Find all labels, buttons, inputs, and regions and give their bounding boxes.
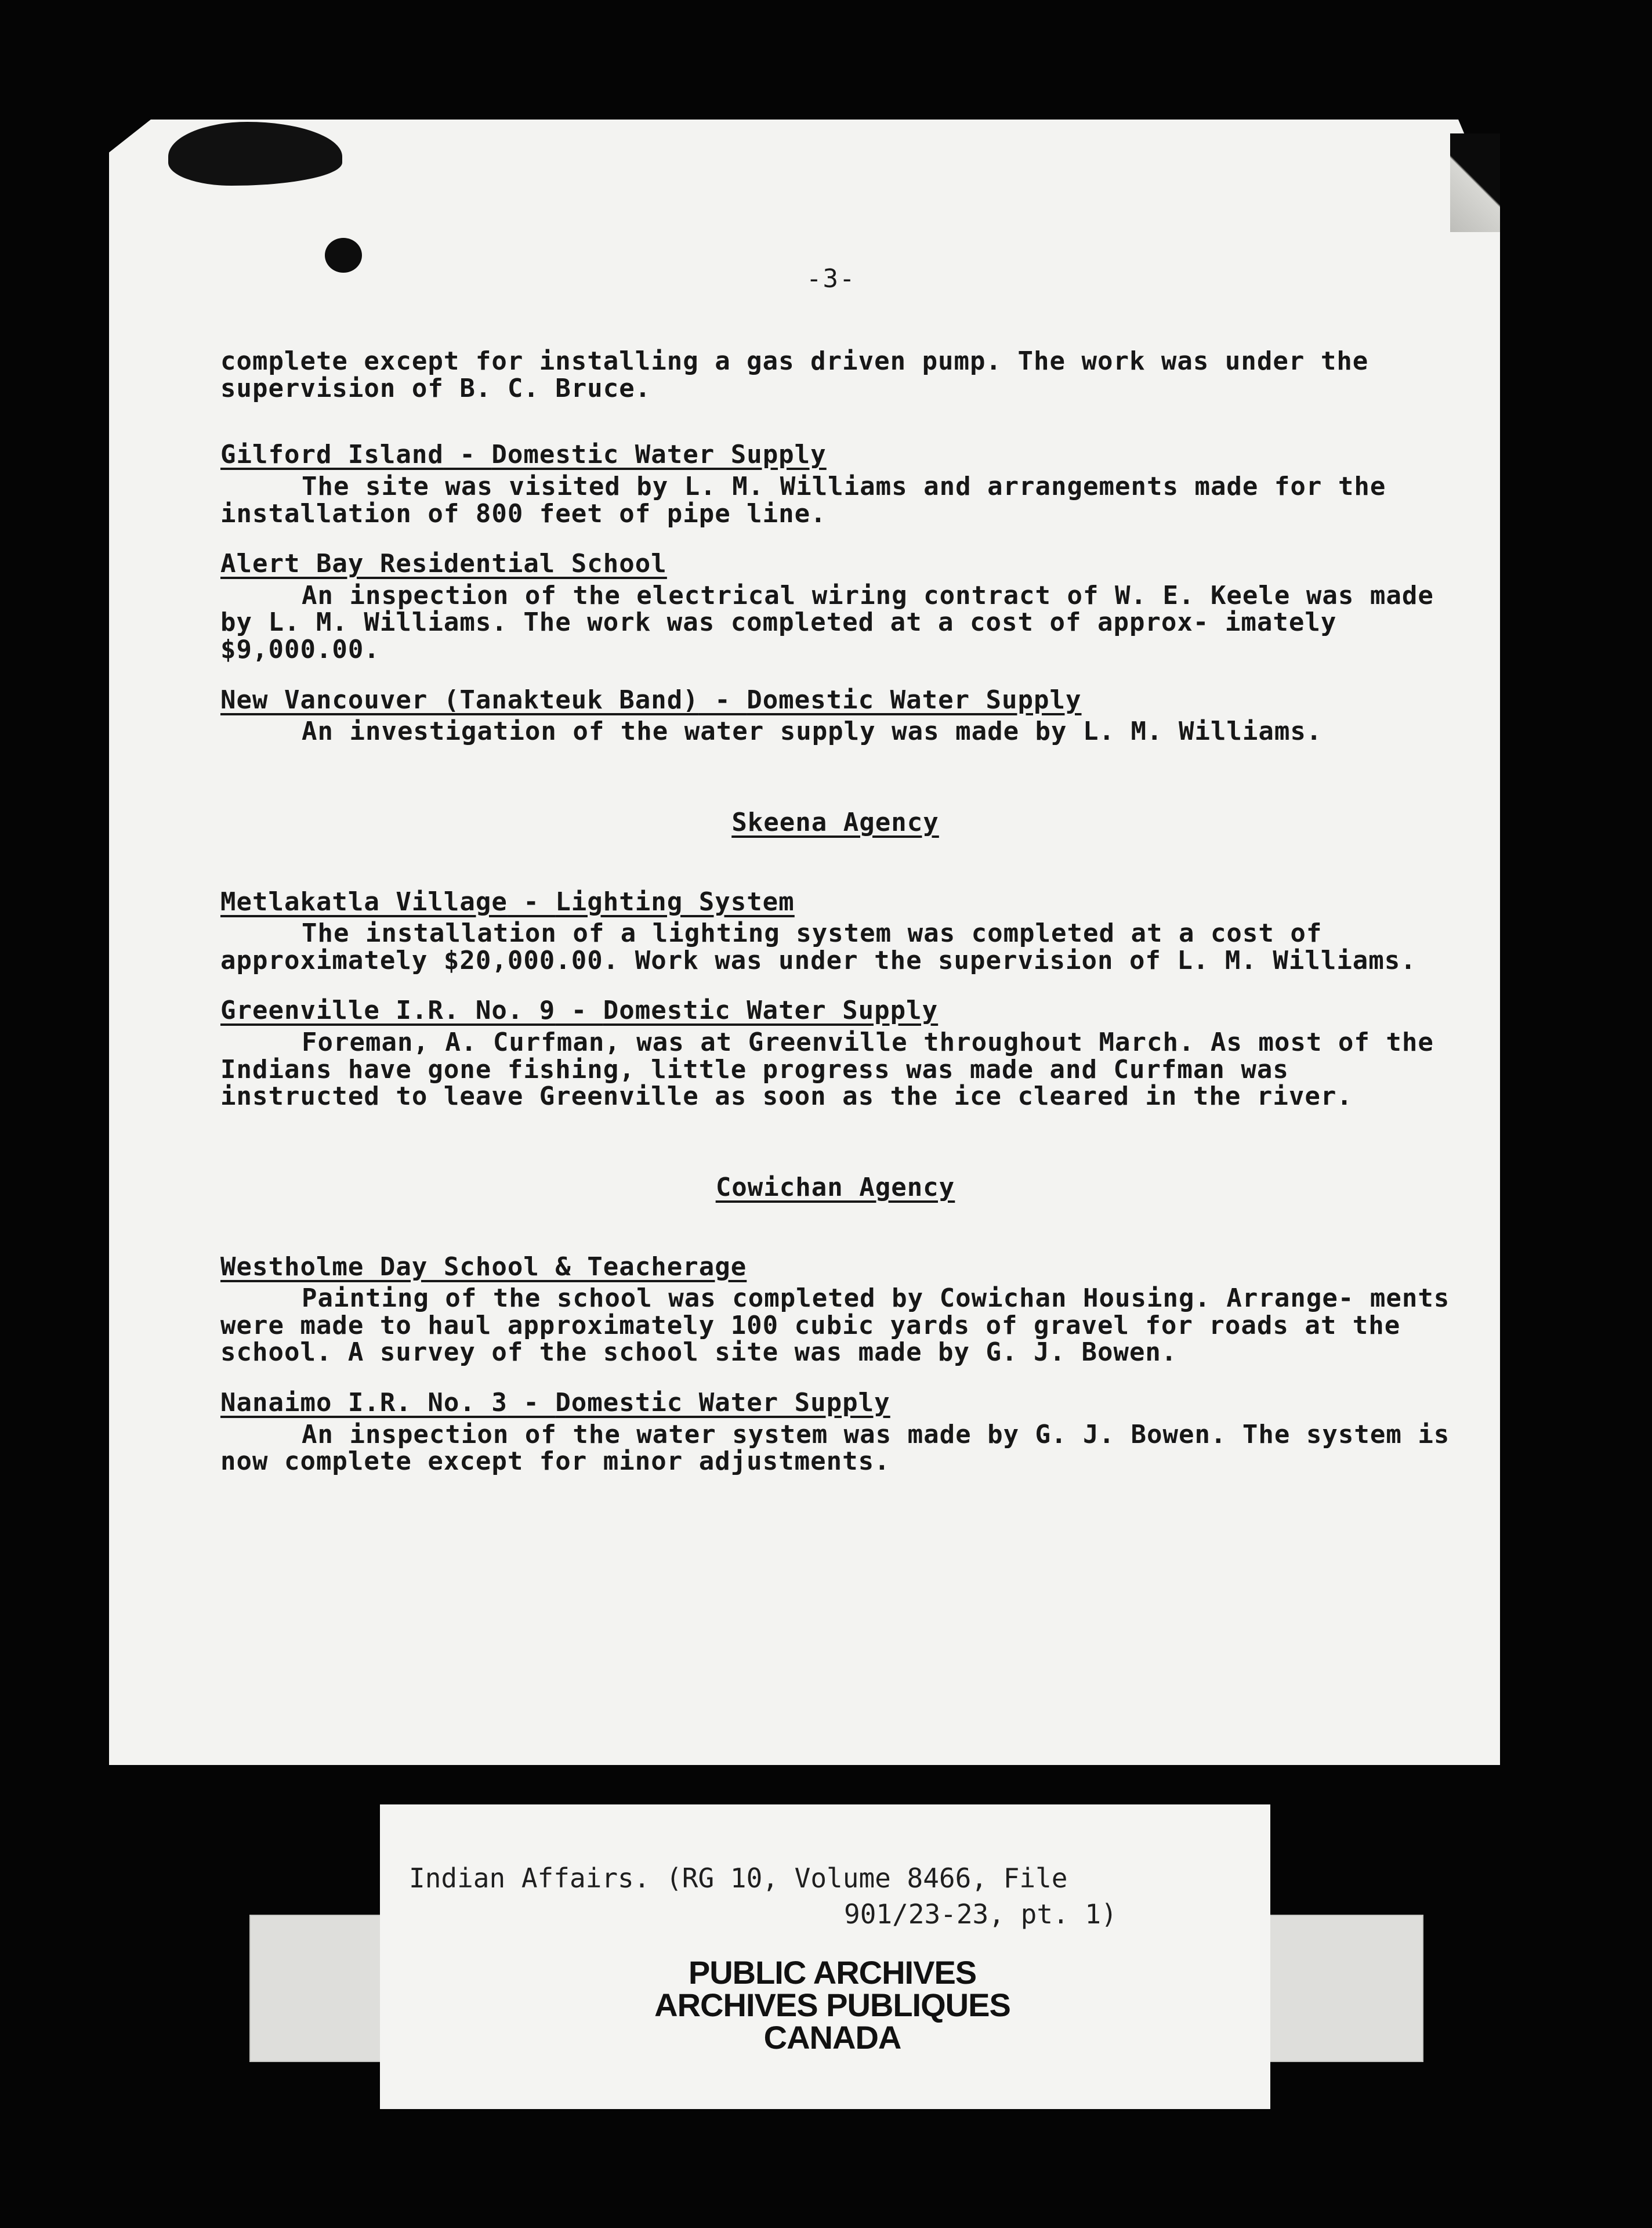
stamp-line-1: PUBLIC ARCHIVES <box>688 1954 977 1991</box>
agency-title: Cowichan Agency <box>715 1172 955 1202</box>
section-heading-alert-bay <box>220 551 1450 578</box>
section-place: Westholme Day School & Teacherage <box>220 1252 747 1282</box>
section-text-westholme: Painting of the school was completed by Cowichan Housing. Arrange- ments were made to haul approximately 100 cubic yards of gravel for roads at the school. A survey of the school site was made by G. J. Bowen. <box>220 1283 1450 1368</box>
section-place: Gilford Island <box>220 440 444 470</box>
section-text-nanaimo: An inspection of the water system was made by G. J. Bowen. The system is now complete except for minor adjustments. <box>220 1419 1450 1477</box>
section-text-alert-bay: An inspection of the electrical wiring contract of W. E. Keele was made by L. M. Williams. The work was completed at a cost of approx- imately $9,000.00. <box>220 580 1434 664</box>
section-text-new-vancouver: An investigation of the water supply was made by L. M. Williams. <box>302 717 1323 747</box>
heading-separator: - <box>698 685 747 715</box>
archive-reference-line-2: 901/23-23, pt. 1) <box>844 1898 1117 1930</box>
public-archives-stamp <box>603 1956 1062 2054</box>
section-heading-gilford <box>220 442 1450 469</box>
agency-title: Skeena Agency <box>731 807 939 837</box>
section-topic: Domestic Water Supply <box>603 996 939 1026</box>
heading-separator: - <box>555 996 603 1026</box>
section-heading-nanaimo <box>220 1390 1450 1417</box>
section-text-gilford: The site was visited by L. M. Williams and arrangements made for the installation of 800 feet of pipe line. <box>220 471 1386 529</box>
heading-separator: - <box>507 1388 556 1417</box>
stamp-line-3: CANADA <box>763 2019 901 2056</box>
heading-separator: - <box>443 440 492 470</box>
section-place: New Vancouver (Tanakteuk Band) <box>220 685 699 715</box>
heading-separator: - <box>507 887 556 917</box>
section-topic: Domestic Water Supply <box>555 1388 890 1417</box>
document-body <box>220 348 1450 1475</box>
section-heading-metlakatla <box>220 889 1450 916</box>
page-number: -3- <box>806 264 856 294</box>
folded-corner <box>1450 133 1500 232</box>
archive-reference-line-1: Indian Affairs. (RG 10, Volume 8466, File <box>409 1862 1068 1894</box>
punch-hole <box>325 238 362 273</box>
section-place: Greenville I.R. No. 9 <box>220 996 556 1026</box>
section-heading-westholme <box>220 1254 1450 1281</box>
agency-heading-skeena <box>220 809 1450 837</box>
section-heading-greenville <box>220 997 1450 1025</box>
agency-heading-cowichan <box>220 1174 1450 1202</box>
section-text-greenville: Foreman, A. Curfman, was at Greenville throughout March. As most of the Indians have gone fishing, little progress was made and Curfman was instructed to leave Greenville as soon as the ice cleared in the river. <box>220 1028 1434 1112</box>
section-place: Nanaimo I.R. No. 3 <box>220 1388 508 1417</box>
section-place: Metlakatla Village <box>220 887 508 917</box>
section-topic: Lighting System <box>555 887 795 917</box>
section-place: Alert Bay Residential School <box>220 549 667 579</box>
section-text-metlakatla: The installation of a lighting system was completed at a cost of approximately $20,000.00. Work was under the supervision of L. M. Williams. <box>220 918 1416 975</box>
stamp-line-2: ARCHIVES PUBLIQUES <box>654 1987 1010 2023</box>
section-topic: Domestic Water Supply <box>491 440 827 470</box>
section-heading-new-vancouver <box>220 687 1450 714</box>
section-topic: Domestic Water Supply <box>747 685 1082 715</box>
intro-paragraph: complete except for installing a gas driven pump. The work was under the supervision of B. C. Bruce. <box>220 346 1369 403</box>
